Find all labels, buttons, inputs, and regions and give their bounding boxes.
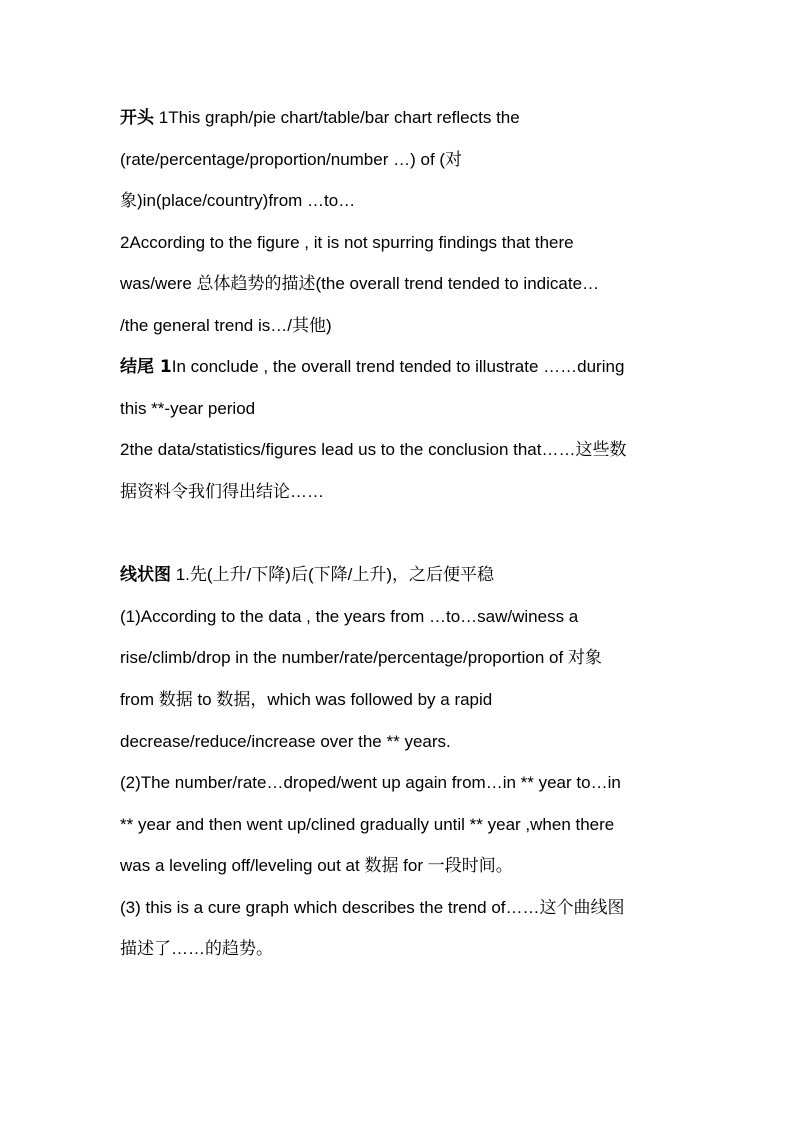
opening-line-2: (rate/percentage/proportion/number …) of (对 — [120, 150, 463, 169]
opening-text-1: 1This graph/pie chart/table/bar chart reflects the — [158, 108, 520, 127]
opening-line-1 — [120, 106, 700, 130]
line-graph-line-3: rise/climb/drop in the number/rate/percentage/proportion of 对象 — [120, 648, 602, 667]
line-graph-line-5: decrease/reduce/increase over the ** years. — [120, 732, 451, 751]
line-graph-line-10: 描述了……的趋势。 — [120, 939, 273, 958]
opening-line-5: was/were 总体趋势的描述(the overall trend tended to indicate… — [120, 274, 600, 293]
line-graph-line-9: (3) this is a cure graph which describes the trend of……这个曲线图 — [120, 898, 625, 917]
line-graph-line-6: (2)The number/rate…droped/went up again from…in ** year to…in — [120, 773, 621, 792]
opening-line-6: /the general trend is…/其他) — [120, 316, 332, 335]
line-graph-heading: 线状图 — [120, 565, 171, 585]
closing-heading: 结尾 1 — [120, 357, 172, 377]
closing-line-2: this **-year period — [120, 399, 256, 418]
line-graph-line-4: from 数据 to 数据，which was followed by a rapid — [120, 690, 493, 709]
closing-line-4: 据资料令我们得出结论…… — [120, 482, 324, 501]
line-graph-text-1: 1.先(上升/下降)后(下降/上升)，之后便平稳 — [171, 565, 494, 584]
closing-line-1 — [120, 355, 700, 379]
closing-line-3: 2the data/statistics/figures lead us to the conclusion that……这些数 — [120, 440, 627, 459]
closing-text-1: In conclude , the overall trend tended to illustrate ……during — [171, 357, 625, 376]
opening-line-3: 象)in(place/country)from …to… — [120, 191, 356, 210]
line-graph-line-2: (1)According to the data , the years from …to…saw/winess a — [120, 607, 579, 626]
opening-heading: 开头 — [120, 108, 154, 128]
line-graph-line-7: ** year and then went up/clined gradually until ** year ,when there — [120, 815, 615, 834]
line-graph-line-1 — [120, 563, 700, 587]
opening-line-4: 2According to the figure , it is not spurring findings that there — [120, 233, 574, 252]
line-graph-line-8: was a leveling off/leveling out at 数据 for 一段时间。 — [120, 856, 513, 875]
